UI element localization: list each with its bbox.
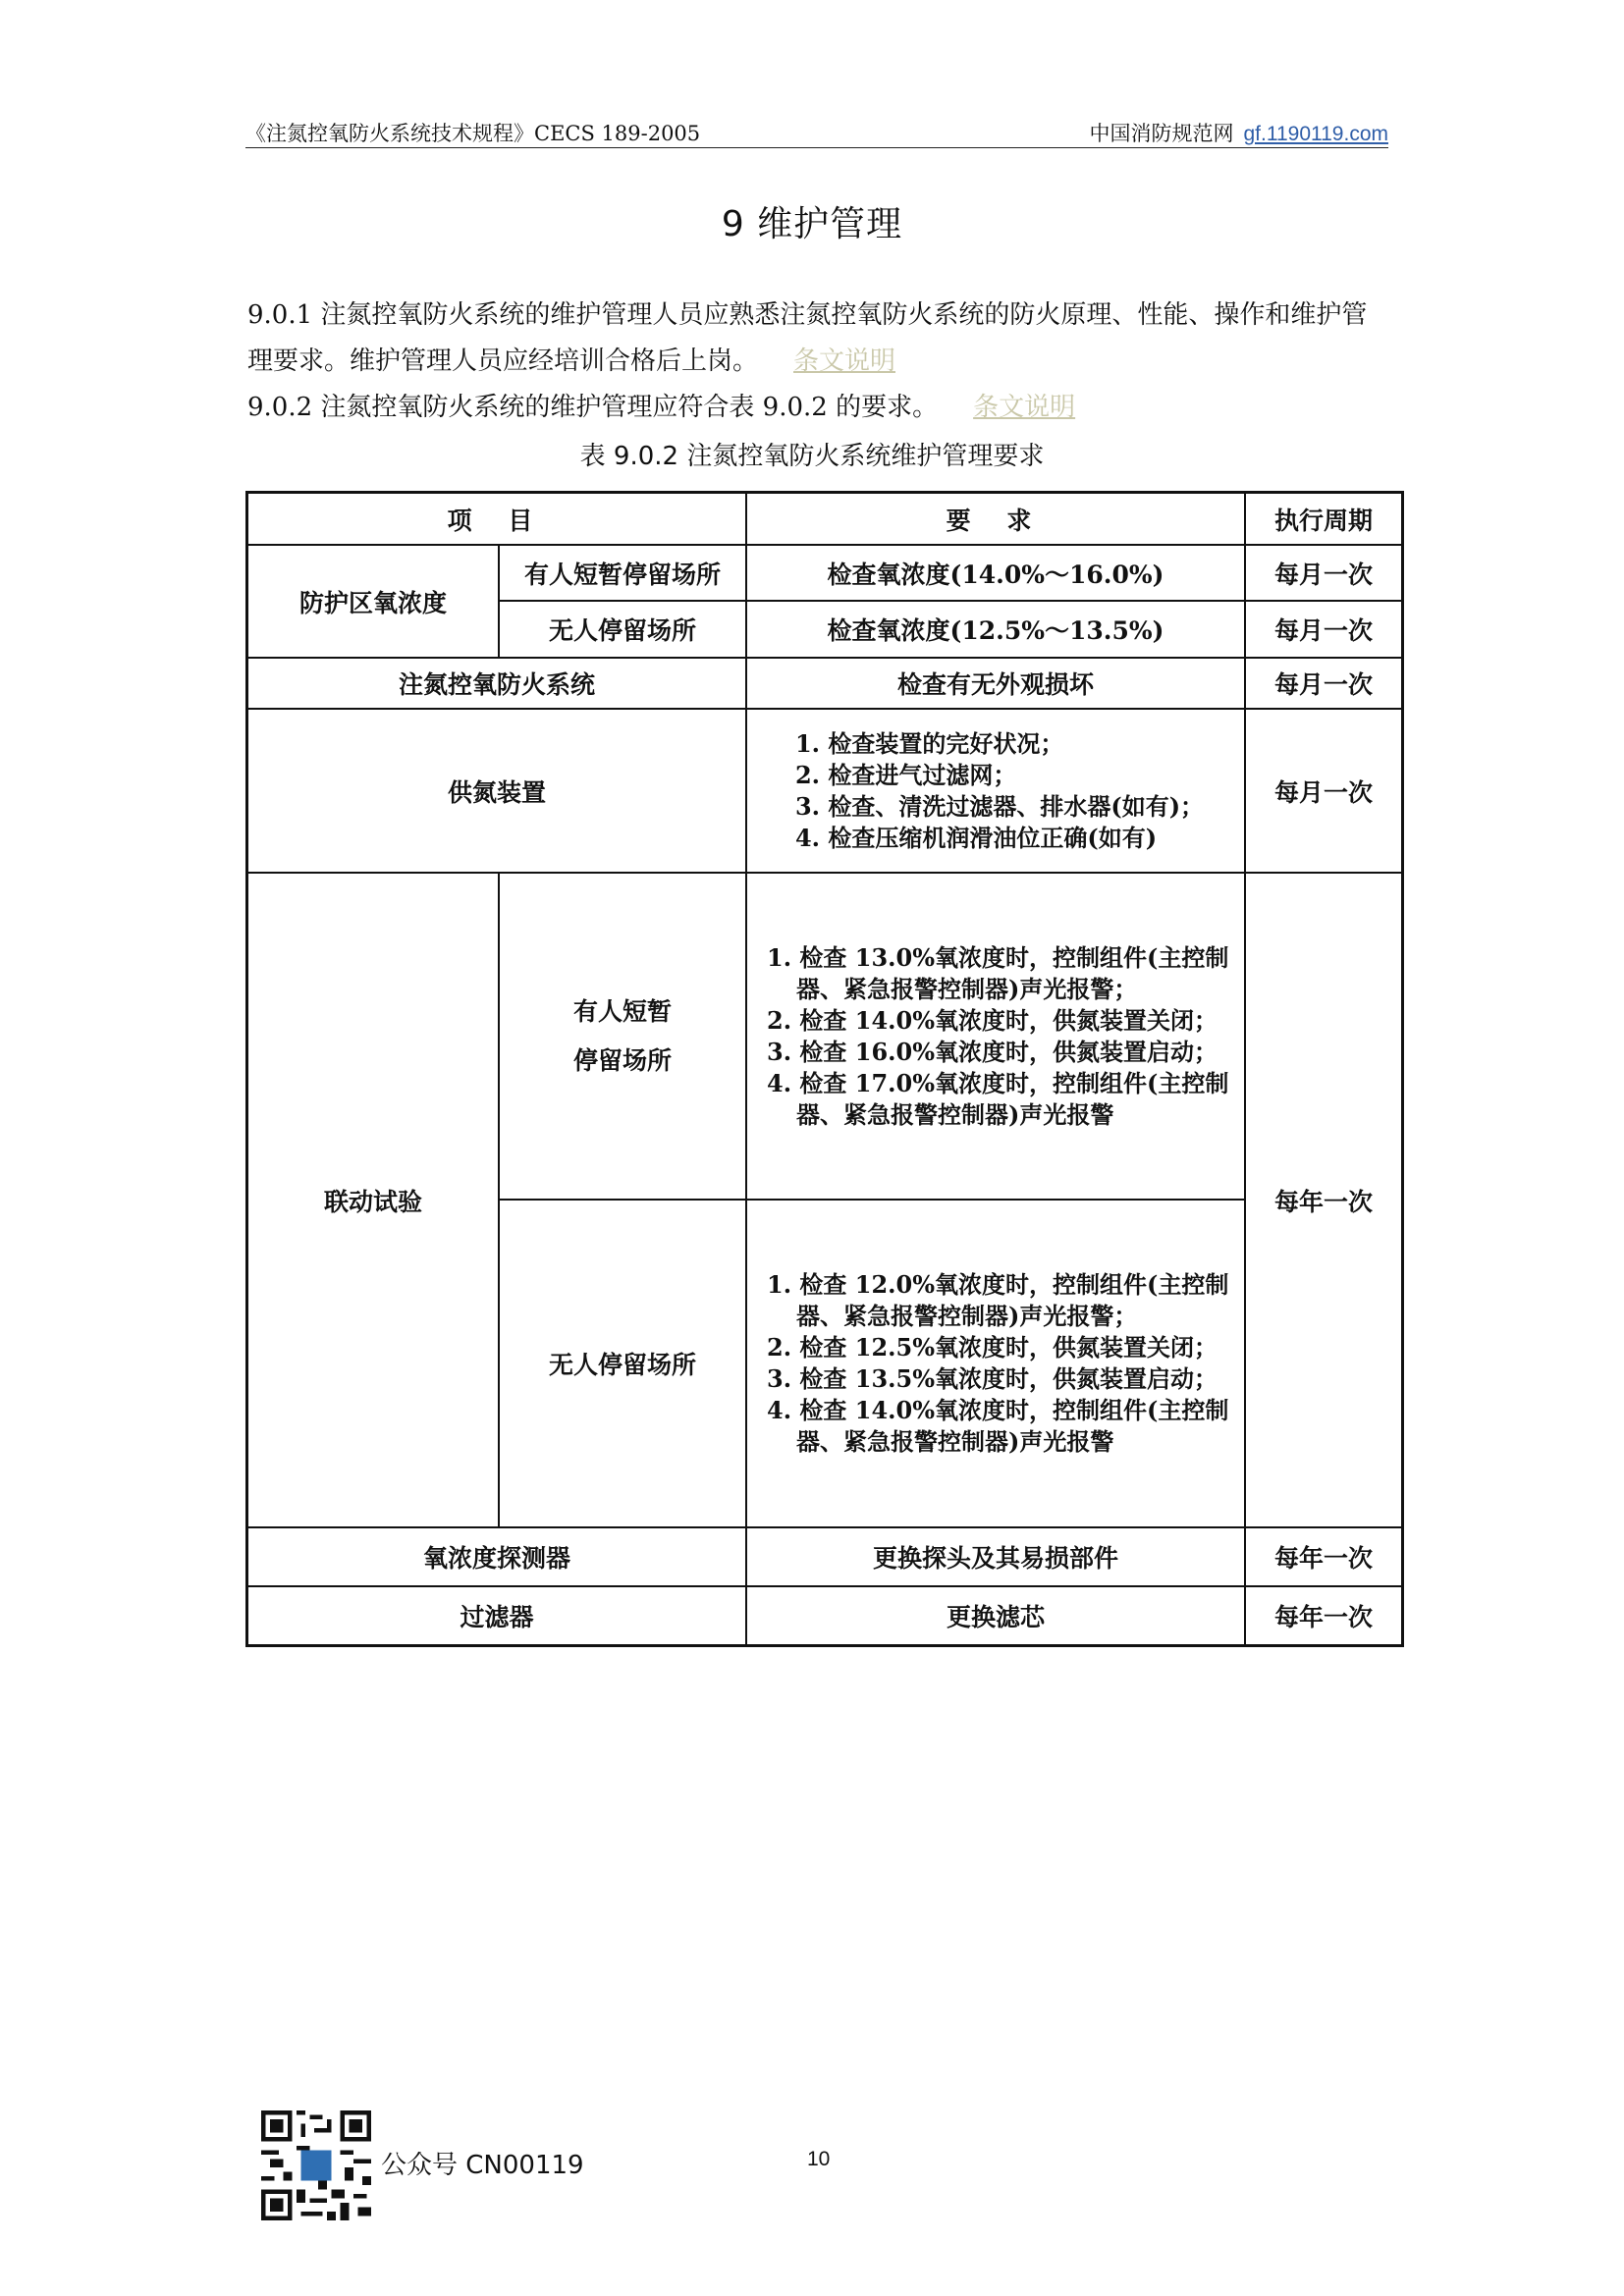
maintenance-table: [245, 491, 1404, 1647]
system-item: 注氮控氧防火系统: [398, 670, 595, 699]
header-period: 执行周期: [1273, 506, 1373, 535]
linkage-unmanned-req-3: 3. 检查 13.5%氧浓度时，供氮装置启动；: [767, 1364, 1218, 1393]
o2-req-manned: 检查氧浓度(14.0%～16.0%): [827, 560, 1164, 589]
linkage-manned-req-1: 1. 检查 13.0%氧浓度时，控制组件(主控制器、紧急报警控制器)声光报警；: [767, 942, 1229, 1003]
o2-period-manned: 每月一次: [1273, 560, 1373, 589]
linkage-manned-req-4: 4. 检查 17.0%氧浓度时，控制组件(主控制器、紧急报警控制器)声光报警: [767, 1068, 1229, 1129]
header-requirement: 要 求: [946, 506, 1046, 535]
linkage-manned-req-3: 3. 检查 16.0%氧浓度时，供氮装置启动；: [767, 1037, 1218, 1066]
linkage-sub-manned: [500, 874, 745, 1199]
table-caption: 表 9.0.2 注氮控氧防火系统维护管理要求: [579, 442, 1045, 471]
clause-9-0-1: [247, 293, 1390, 385]
o2-sub-unmanned: 无人停留场所: [548, 616, 696, 645]
supply-req-3: 3. 检查、清洗过滤器、排水器(如有)；: [794, 791, 1205, 821]
o2-period-unmanned: 每月一次: [1273, 616, 1373, 645]
clause-text: 9.0.1 注氮控氧防火系统的维护管理人员应熟悉注氮控氧防火系统的防火原理、性能、操作和维护管理要求。维护管理人员应经培训合格后上岗。: [247, 300, 1368, 376]
o2-req-unmanned: 检查氧浓度(12.5%～13.5%): [827, 616, 1164, 645]
document-title: 《注氮控氧防火系统技术规程》CECS 189-2005: [245, 122, 701, 145]
linkage-sub-manned-line2: 停留场所: [572, 1045, 672, 1075]
qr-code-icon: [261, 2110, 371, 2220]
supply-req-4: 4. 检查压缩机润滑油位正确(如有): [794, 823, 1158, 852]
chapter-title: 9 维护管理: [721, 204, 903, 244]
filter-req: 更换滤芯: [946, 1603, 1045, 1631]
linkage-unmanned-req-1: 1. 检查 12.0%氧浓度时，控制组件(主控制器、紧急报警控制器)声光报警；: [767, 1270, 1229, 1330]
supply-period: 每月一次: [1273, 777, 1373, 807]
system-period: 每月一次: [1273, 670, 1373, 699]
header-item: 项 目: [447, 506, 547, 535]
supply-item: 供氮装置: [447, 777, 546, 807]
page-header: [245, 114, 1388, 148]
detector-period: 每年一次: [1273, 1544, 1373, 1573]
filter-item: 过滤器: [460, 1603, 534, 1631]
linkage-sub-unmanned: 无人停留场所: [548, 1351, 696, 1379]
supply-req-1: 1. 检查装置的完好状况；: [794, 728, 1064, 758]
linkage-manned-req-2: 2. 检查 14.0%氧浓度时，供氮装置关闭；: [767, 1005, 1218, 1035]
clause-note-link[interactable]: 条文说明: [793, 347, 896, 376]
filter-period: 每年一次: [1273, 1603, 1373, 1631]
detector-req: 更换探头及其易损部件: [872, 1544, 1118, 1573]
o2-group-label: 防护区氧浓度: [298, 588, 447, 617]
clause-note-link[interactable]: 条文说明: [973, 393, 1076, 422]
linkage-item: 联动试验: [323, 1187, 422, 1216]
page-number: 10: [807, 2148, 831, 2170]
supply-req: [747, 710, 1244, 872]
linkage-period: 每年一次: [1273, 1187, 1373, 1216]
linkage-unmanned-req-4: 4. 检查 14.0%氧浓度时，控制组件(主控制器、紧急报警控制器)声光报警: [767, 1396, 1229, 1456]
detector-item: 氧浓度探测器: [422, 1544, 570, 1573]
system-req: 检查有无外观损坏: [896, 670, 1094, 699]
site-info: [1090, 118, 1389, 147]
supply-req-2: 2. 检查进气过滤网；: [794, 760, 1017, 789]
site-link[interactable]: gf.1190119.com: [1243, 123, 1388, 145]
o2-sub-manned: 有人短暂停留场所: [523, 560, 721, 589]
linkage-req-manned: [747, 874, 1244, 1199]
clause-9-0-2: [247, 385, 1390, 431]
clause-text: 9.0.2 注氮控氧防火系统的维护管理应符合表 9.0.2 的要求。: [247, 393, 939, 422]
wechat-account: 公众号 CN00119: [381, 2151, 584, 2180]
linkage-sub-manned-line1: 有人短暂: [572, 996, 672, 1026]
site-name: 中国消防规范网: [1089, 122, 1234, 145]
linkage-req-unmanned: [747, 1201, 1244, 1526]
linkage-unmanned-req-2: 2. 检查 12.5%氧浓度时，供氮装置关闭；: [767, 1333, 1218, 1362]
